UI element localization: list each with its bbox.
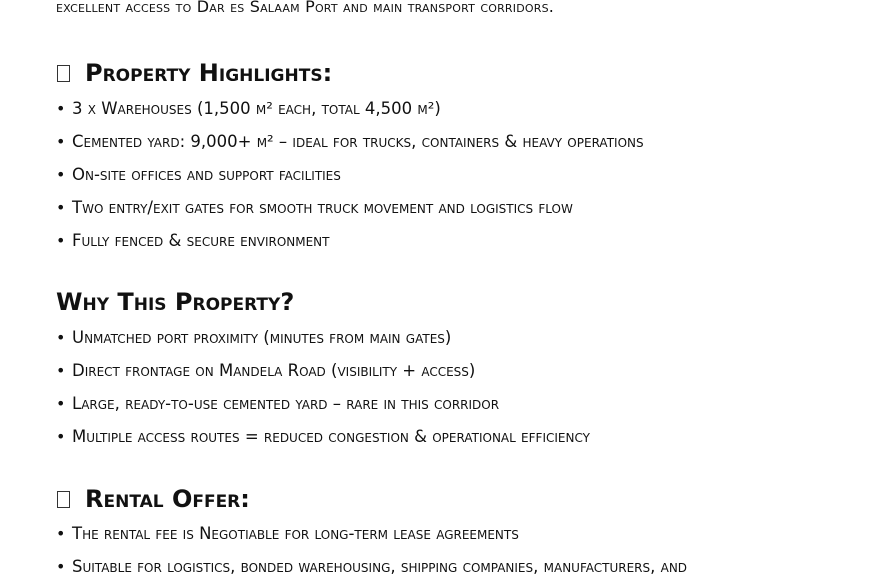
bullet-icon: • xyxy=(56,132,66,151)
highlights-list xyxy=(56,92,856,257)
list-item xyxy=(56,387,856,420)
list-item xyxy=(56,224,856,257)
checkbox-icon xyxy=(57,491,70,508)
list-item xyxy=(56,420,856,453)
list-item-text: On-site offices and support facilities xyxy=(72,165,341,184)
list-item-text: Multiple access routes = reduced congestion & operational efficiency xyxy=(72,427,590,446)
heading-title: Property Highlights: xyxy=(85,59,333,87)
bullet-icon: • xyxy=(56,557,66,576)
list-item-text: Two entry/exit gates for smooth truck movement and logistics flow xyxy=(72,198,573,217)
list-item xyxy=(56,354,856,387)
section-heading-why xyxy=(56,287,856,317)
bullet-icon: • xyxy=(56,165,66,184)
heading-title: Rental Offer: xyxy=(85,485,250,513)
list-item xyxy=(56,125,856,158)
list-item-text: Fully fenced & secure environment xyxy=(72,231,330,250)
section-heading-rental xyxy=(56,484,856,514)
rental-list xyxy=(56,517,856,583)
section-rental-offer xyxy=(56,484,856,583)
section-heading-highlights xyxy=(56,58,856,88)
bullet-icon: • xyxy=(56,427,66,446)
list-item-text: Unmatched port proximity (minutes from main gates) xyxy=(72,328,452,347)
bullet-icon: • xyxy=(56,99,66,118)
bullet-icon: • xyxy=(56,231,66,250)
list-item-text: Suitable for logistics, bonded warehousing, shipping companies, manufacturers, and xyxy=(72,557,688,576)
list-item xyxy=(56,92,856,125)
list-item-text: Direct frontage on Mandela Road (visibility + access) xyxy=(72,361,476,380)
list-item-text: 3 x Warehouses (1,500 m² each, total 4,500 m²) xyxy=(72,99,441,118)
section-property-highlights xyxy=(56,58,856,257)
bullet-icon: • xyxy=(56,524,66,543)
list-item xyxy=(56,158,856,191)
list-item-text: The rental fee is Negotiable for long-term lease agreements xyxy=(72,524,519,543)
list-item-text: Large, ready-to-use cemented yard – rare in this corridor xyxy=(72,394,500,413)
list-item-text: Cemented yard: 9,000+ m² – ideal for trucks, containers & heavy operations xyxy=(72,132,644,151)
list-item xyxy=(56,517,856,550)
heading-title: Why This Property? xyxy=(56,288,295,316)
intro-text: excellent access to Dar es Salaam Port and main transport corridors. xyxy=(56,0,555,16)
bullet-icon: • xyxy=(56,361,66,380)
bullet-icon: • xyxy=(56,328,66,347)
list-item xyxy=(56,550,856,583)
bullet-icon: • xyxy=(56,394,66,413)
bullet-icon: • xyxy=(56,198,66,217)
list-item xyxy=(56,321,856,354)
list-item xyxy=(56,191,856,224)
checkbox-icon xyxy=(57,65,70,82)
section-why-this-property xyxy=(56,287,856,453)
why-list xyxy=(56,321,856,453)
